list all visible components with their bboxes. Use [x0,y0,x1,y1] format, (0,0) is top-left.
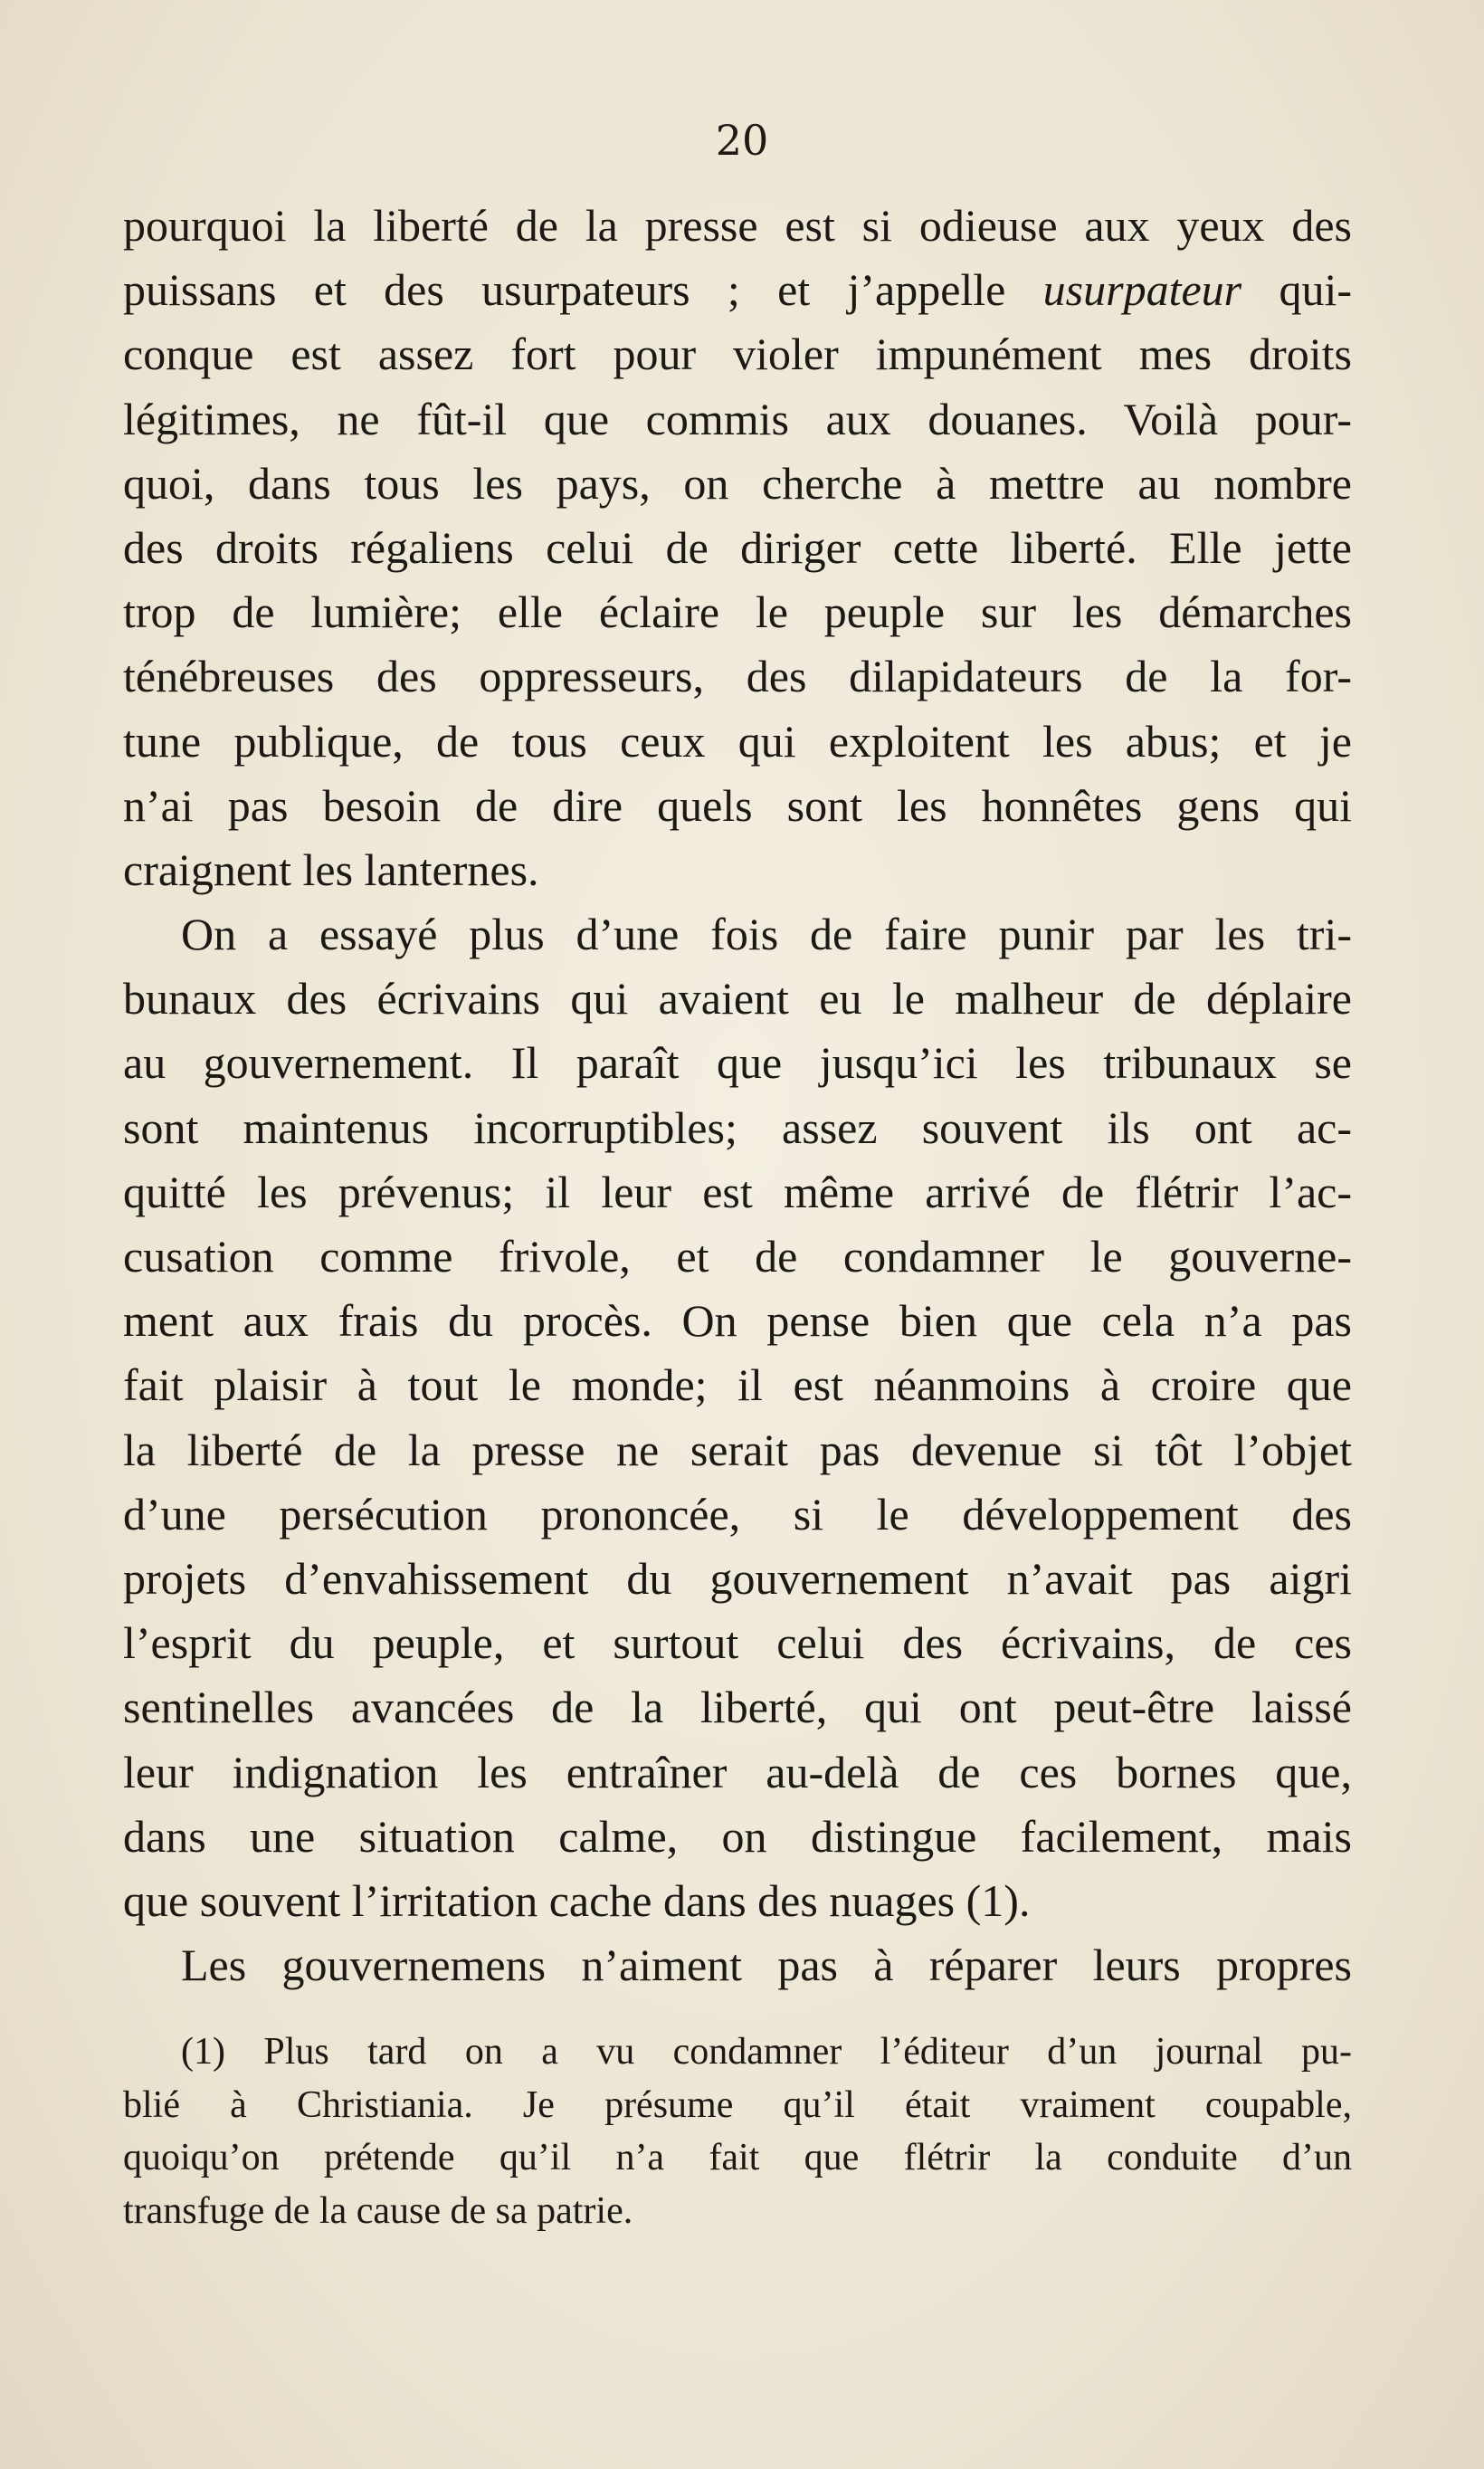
text-line: d’une persécution prononcée, si le développement des [123,1488,1352,1540]
text-line: n’ai pas besoin de dire quels sont les honnêtes gens qui [123,779,1352,831]
text-line: quitté les prévenus; il leur est même arrivé de flétrir l’ac- [123,1166,1352,1217]
footnote [123,2026,1352,2237]
text-line: que souvent l’irritation cache dans des nuages (1). [123,1874,1031,1926]
footnote-line: transfuge de la cause de sa patrie. [123,2189,633,2232]
text-line: ment aux frais du procès. On pense bien que cela n’a pas [123,1295,1352,1347]
footnote-line: blié à Christiania. Je présume qu’il était vraiment coupable, [123,2083,1352,2126]
text-line: bunaux des écrivains qui avaient eu le malheur de déplaire [123,973,1352,1025]
page-number: 20 [715,116,769,165]
text-segment: puissans et des usurpateurs ; et j’appelle [123,264,1043,316]
main-text [123,194,1352,1997]
footnote-line: (1) Plus tard on a vu condamner l’éditeur d’un journal pu- [181,2031,1352,2073]
text-line: l’esprit du peuple, et surtout celui des écrivains, de ces [123,1617,1352,1669]
text-line: pourquoi la liberté de la presse est si odieuse aux yeux des [123,200,1352,251]
footnote-line: quoiqu’on prétende qu’il n’a fait que flétrir la conduite d’un [123,2137,1352,2178]
text-line: projets d’envahissement du gouvernement n’avait pas aigri [123,1552,1352,1604]
text-line: conque est assez fort pour violer impunément mes droits [123,329,1352,380]
text-line: craignent les lanternes. [123,844,539,895]
text-segment: qui- [1241,264,1352,316]
text-line: On a essayé plus d’une fois de faire punir par les tri- [181,909,1352,960]
text-line: cusation comme frivole, et de condamner le gouverne- [123,1231,1352,1282]
text-line: au gouvernement. Il paraît que jusqu’ici les tribunaux se [123,1037,1352,1089]
text-line: tune publique, de tous ceux qui exploitent les abus; et je [123,715,1352,767]
text-line: dans une situation calme, on distingue facilement, mais [123,1810,1352,1862]
text-line: Les gouvernemens n’aiment pas à réparer leurs propres [181,1940,1352,1991]
text-line: des droits régaliens celui de diriger cette liberté. Elle jette [123,521,1352,573]
text-line: trop de lumière; elle éclaire le peuple sur les démarches [123,586,1352,638]
text-line: sont maintenus incorruptibles; assez souvent ils ont ac- [123,1101,1352,1153]
text-line: fait plaisir à tout le monde; il est néanmoins à croire que [123,1359,1352,1411]
text-line: leur indignation les entraîner au-delà de ces bornes que, [123,1746,1352,1797]
text-line: quoi, dans tous les pays, on cherche à mettre au nombre [123,457,1352,509]
text-line: sentinelles avancées de la liberté, qui ont peut-être laissé [123,1682,1352,1733]
text-line: ténébreuses des oppresseurs, des dilapidateurs de la for- [123,651,1352,702]
text-line [123,258,1352,322]
italic-term: usurpateur [1042,264,1242,316]
text-line: la liberté de la presse ne serait pas devenue si tôt l’objet [123,1424,1352,1475]
text-line: légitimes, ne fût-il que commis aux douanes. Voilà pour- [123,393,1352,444]
